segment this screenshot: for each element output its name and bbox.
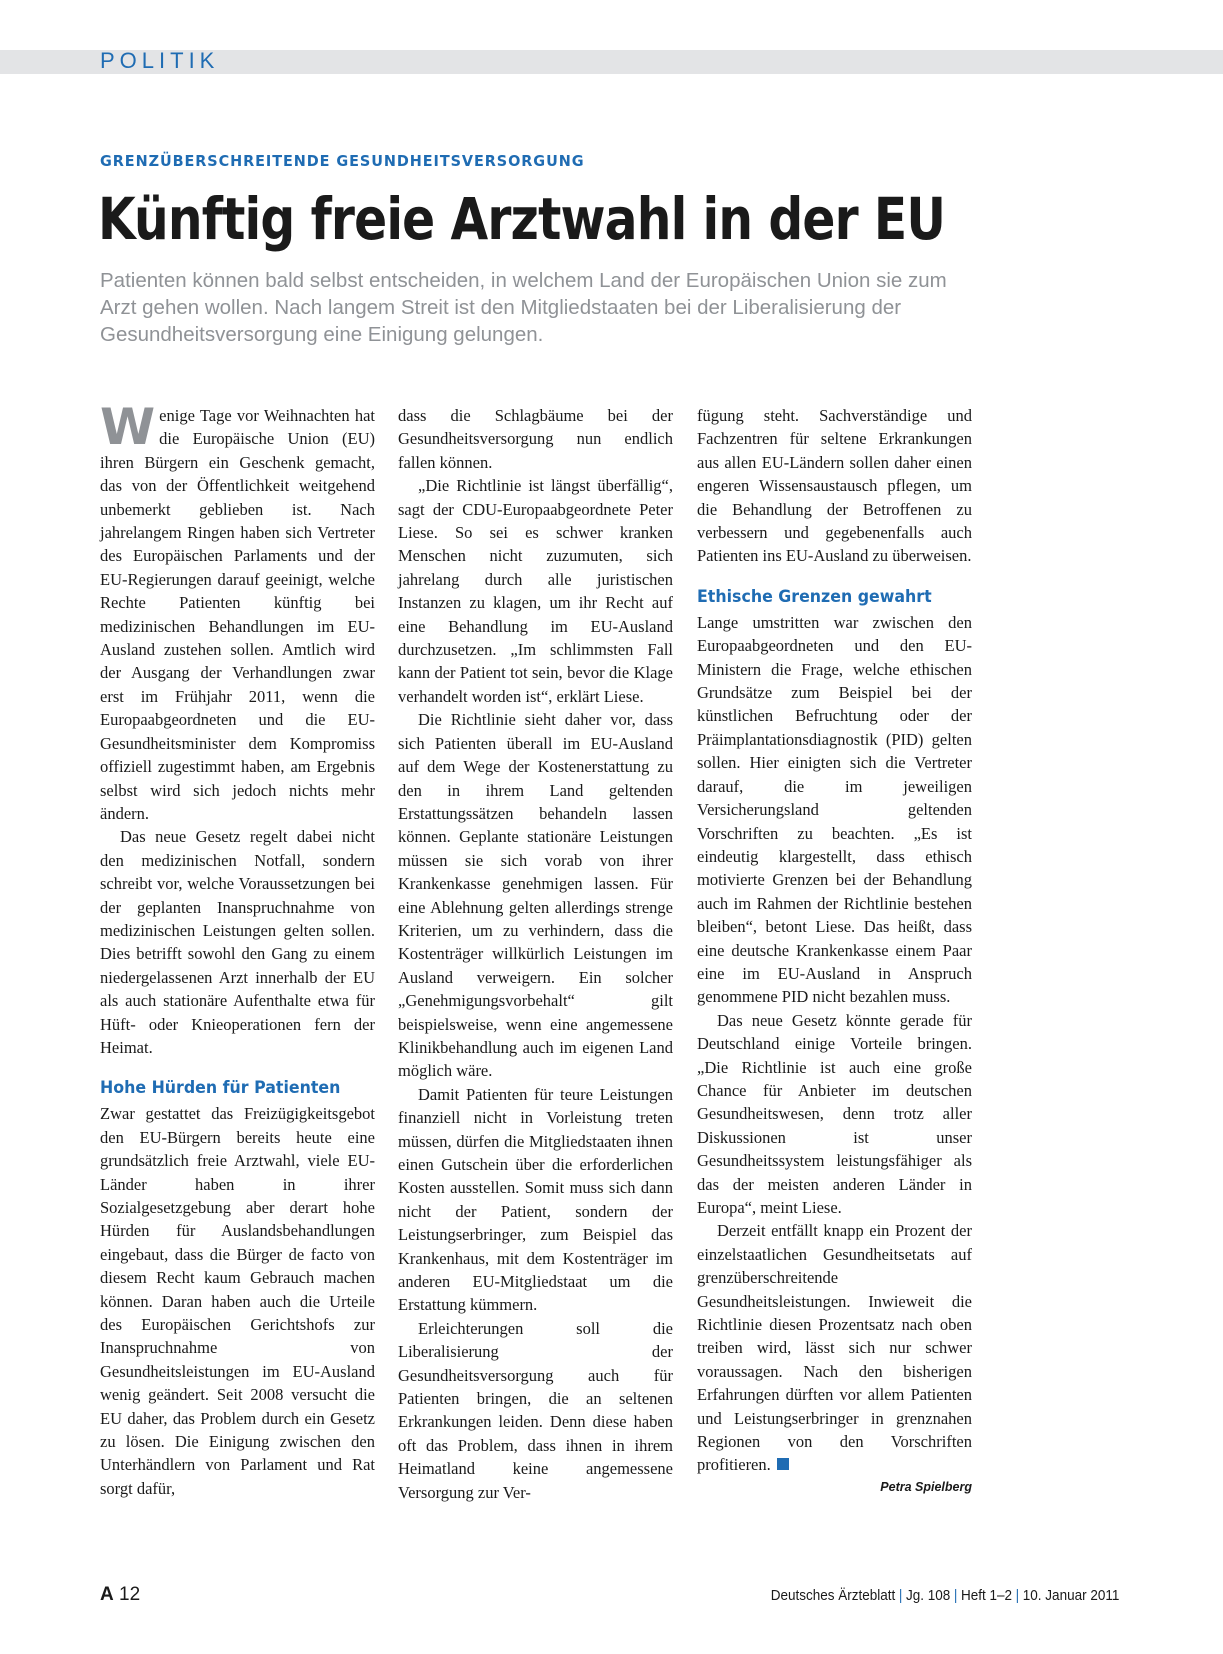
column-1 [100, 398, 375, 1500]
kicker: GRENZÜBERSCHREITENDE GESUNDHEITSVERSORGUNG [100, 152, 585, 170]
separator: | [1015, 1587, 1019, 1604]
footer-citation [770, 1587, 1119, 1604]
page-prefix: A [100, 1584, 114, 1605]
paragraph: Das neue Gesetz könnte gerade für Deutschland einige Vorteile bringen. „Die Richtlinie ist auch eine große Chance für Anbieter im deutschen Gesundheitswesen, denn trotz aller Diskussionen ist unser Gesundheitssystem leistungsfähiger als das der meisten anderen Länder in Europa“, meint Liese. [697, 1010, 972, 1217]
paragraph: Erleichterungen soll die Liberalisierung der Gesundheitsversorgung auch für Patienten bringen, die an seltenen Erkrankungen leiden. Denn diese haben oft das Problem, dass ihnen in ihrem Heimatland keine angemessene Versorgung zur Ver- [398, 1318, 673, 1502]
paragraph-text: enige Tage vor Weihnachten hat die Europäische Union (EU) ihren Bürgern ein Geschenk gemacht, das von der Öffentlichkeit weitgehend unbemerkt geblieben ist. Nach jahrelangem Ringen haben sich Vertreter des Europäischen Parlaments und der EU-Regierungen darauf geeinigt, welche Rechte Patienten künftig bei medizinischen Behandlungen im EU-Ausland zustehen sollen. Amtlich wird der Ausgang der Verhandlungen zwar erst im Frühjahr 2011, wenn die Europaabgeordneten und die EU-Gesundheitsminister dem Kompromiss offiziell zugestimmt haben, am Ergebnis selbst wird sich jedoch nichts mehr ändern. [100, 406, 375, 823]
section-label: POLITIK [100, 48, 220, 73]
column-2 [398, 404, 673, 1504]
subheading-ethische-grenzen: Ethische Grenzen gewahrt [697, 586, 932, 607]
paragraph: Zwar gestattet das Freizügigkeitsgebot den EU-Bürgern bereits heute eine grundsätzlich freie Arztwahl, viele EU-Länder haben in ihrer Sozialgesetzgebung aber derart hohe Hürden für Auslandsbehandlungen eingebaut, dass die Bürger de facto von diesem Recht kaum Gebrauch machen können. Daran haben auch die Urteile des Europäischen Gerichtshofs zur Inanspruchnahme von Gesundheitsleistungen im EU-Ausland wenig geändert. Seit 2008 versucht die EU daher, das Problem durch ein Gesetz zu lösen. Die Einigung zwischen den Unterhändlern von Parlament und Rat sorgt dafür, [100, 1104, 375, 1498]
page-number-value: 12 [119, 1584, 141, 1605]
drop-cap: W [100, 398, 156, 456]
issue-date: 10. Januar 2011 [1022, 1587, 1119, 1604]
square-end-mark-icon [777, 1458, 789, 1470]
author-byline: Petra Spielberg [880, 1479, 972, 1494]
page-number [100, 1584, 140, 1606]
paragraph-text: Derzeit entfällt knapp ein Prozent der einzelstaatlichen Gesundheitsetats auf grenzüberschreitende Gesundheitsleistungen. Inwieweit die Richtlinie diesen Prozentsatz nach oben treiben wird, lässt sich nur schwer voraussagen. Nach den bisherigen Erfahrungen dürften vor allem Patienten und Leistungserbringer in grenznahen Regionen von den Vorschriften profitieren. [697, 1221, 972, 1475]
separator: | [898, 1587, 903, 1604]
issue: Heft 1–2 [960, 1587, 1012, 1604]
paragraph: Lange umstritten war zwischen den Europaabgeordneten und den EU-Ministern die Frage, welche ethischen Grundsätze zum Beispiel bei der künstlichen Befruchtung oder der Präimplantationsdiagnostik (PID) gelten sollen. Hier einigten sich die Vertreter darauf, die im jeweiligen Versicherungsland geltenden Vorschriften zu beachten. „Es ist eindeutig klargestellt, dass ethisch motivierte Grenzen bei der Behandlung auch im Rahmen der Richtlinie bestehen bleiben“, betont Liese. Das heißt, dass eine deutsche Krankenkasse einem Paar eine im EU-Ausland in Anspruch genommene PID nicht bezahlen muss. [697, 612, 972, 1007]
subheading-hohe-huerden: Hohe Hürden für Patienten [100, 1078, 341, 1099]
paragraph [100, 398, 375, 825]
paragraph: Damit Patienten für teure Leistungen finanziell nicht in Vorleistung treten müssen, dürfen die Mitgliedstaaten ihnen einen Gutschein über die erforderlichen Kosten ausstellen. Somit muss sich dann nicht der Patient, sondern der Leistungserbringer, zum Beispiel das Krankenhaus, mit dem Kostenträger im anderen EU-Mitgliedstaat um die Erstattung kümmern. [398, 1084, 673, 1315]
journal-name: Deutsches Ärzteblatt [770, 1587, 895, 1604]
headline: Künftig freie Arztwahl in der EU [98, 185, 946, 253]
paragraph: Die Richtlinie sieht daher vor, dass sich Patienten überall im EU-Ausland auf dem Wege der Kostenerstattung zu den in ihrem Land geltenden Erstattungssätzen behandeln lassen können. Geplante stationäre Leistungen müssen sie sich vorab von ihrer Krankenkasse genehmigen lassen. Für eine Ablehnung gelten allerdings strenge Kriterien, um zu verhindern, dass die Kostenträger willkürlich Leistungen im Ausland verweigern. Ein solcher „Genehmigungsvorbehalt“ gilt beispielsweise, wenn eine angemessene Klinikbehandlung auch im eigenen Land möglich wäre. [398, 710, 673, 1081]
paragraph [697, 1219, 972, 1476]
column-3 [697, 404, 972, 1497]
volume: Jg. 108 [905, 1587, 950, 1604]
paragraph: fügung steht. Sachverständige und Fachzentren für seltene Erkrankungen aus allen EU-Ländern sollen daher einen engeren Wissensaustausch pflegen, um die Behandlung der Betroffenen zu verbessern und gegebenenfalls auch Patienten ins EU-Ausland zu überweisen. [697, 406, 972, 566]
lead-text: Patienten können bald selbst entscheiden, in welchem Land der Europäischen Union sie zum Arzt gehen wollen. Nach langem Streit ist den Mitgliedstaaten bei der Liberalisierung der Gesundheitsversorgung eine Einigung gelungen. [100, 269, 947, 346]
paragraph: dass die Schlagbäume bei der Gesundheitsversorgung nun endlich fallen können. [398, 406, 673, 472]
separator: | [953, 1587, 958, 1604]
paragraph: „Die Richtlinie ist längst überfällig“, sagt der CDU-Europaabgeordnete Peter Liese. So sei es schwer kranken Menschen nicht zuzumuten, sich jahrelang durch alle juristischen Instanzen zu klagen, um ihr Recht auf eine Behandlung im EU-Ausland durchzusetzen. „Im schlimmsten Fall kann der Patient tot sein, bevor die Klage verhandelt worden ist“, erklärt Liese. [398, 476, 673, 706]
paragraph: Das neue Gesetz regelt dabei nicht den medizinischen Notfall, sondern schreibt vor, welche Voraussetzungen bei der geplanten Inanspruchnahme von medizinischen Leistungen gelten sollen. Dies betrifft sowohl den Gang zu einem niedergelassenen Arzt innerhalb der EU als auch stationäre Aufenthalte etwa für Hüft- oder Knieoperationen fern der Heimat. [100, 827, 375, 1057]
